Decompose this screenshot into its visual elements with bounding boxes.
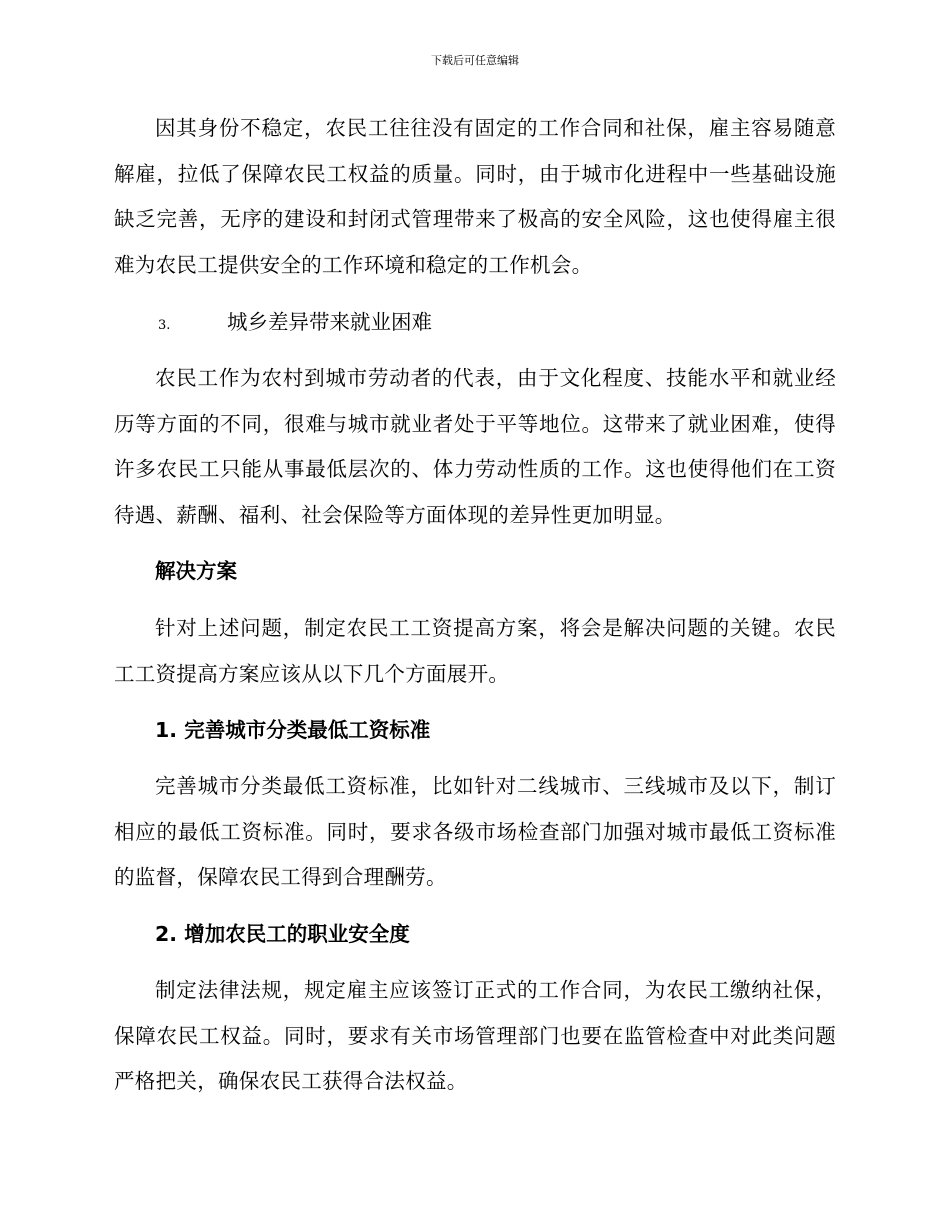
subheading-2: 2. 增加农民工的职业安全度 xyxy=(155,922,410,946)
paragraph-4: 完善城市分类最低工资标准，比如针对二线城市、三线城市及以下，制订相应的最低工资标准。同时，要求各级市场检查部门加强对城市最低工资标准的监督，保障农民工得到合理酬劳。 xyxy=(114,774,836,889)
paragraph-3: 针对上述问题，制定农民工工资提高方案，将会是解决问题的关键。农民工工资提高方案应该从以下几个方面展开。 xyxy=(114,616,836,686)
page-header: 下载后可任意编辑 xyxy=(431,54,519,67)
list-item-text: 城乡差异带来就业困难 xyxy=(227,310,432,334)
subheading-1: 1. 完善城市分类最低工资标准 xyxy=(155,718,431,742)
list-item-3 xyxy=(114,300,836,349)
paragraph-5: 制定法律法规，规定雇主应该签订正式的工作合同，为农民工缴纳社保，保障农民工权益。同时，要求有关市场管理部门也要在监管检查中对此类问题严格把关，确保农民工获得合法权益。 xyxy=(114,978,836,1093)
paragraph-1: 因其身份不稳定，农民工往往没有固定的工作合同和社保，雇主容易随意解雇，拉低了保障农民工权益的质量。同时，由于城市化进程中一些基础设施缺乏完善，无序的建设和封闭式管理带来了极高的安全风险，这也使得雇主很难为农民工提供安全的工作环境和稳定的工作机会。 xyxy=(114,116,836,277)
section-heading: 解决方案 xyxy=(155,559,237,583)
list-number: 3. xyxy=(158,318,171,333)
paragraph-2: 农民工作为农村到城市劳动者的代表，由于文化程度、技能水平和就业经历等方面的不同，很难与城市就业者处于平等地位。这带来了就业困难，使得许多农民工只能从事最低层次的、体力劳动性质的工作。这也使得他们在工资待遇、薪酬、福利、社会保险等方面体现的差异性更加明显。 xyxy=(114,366,836,527)
